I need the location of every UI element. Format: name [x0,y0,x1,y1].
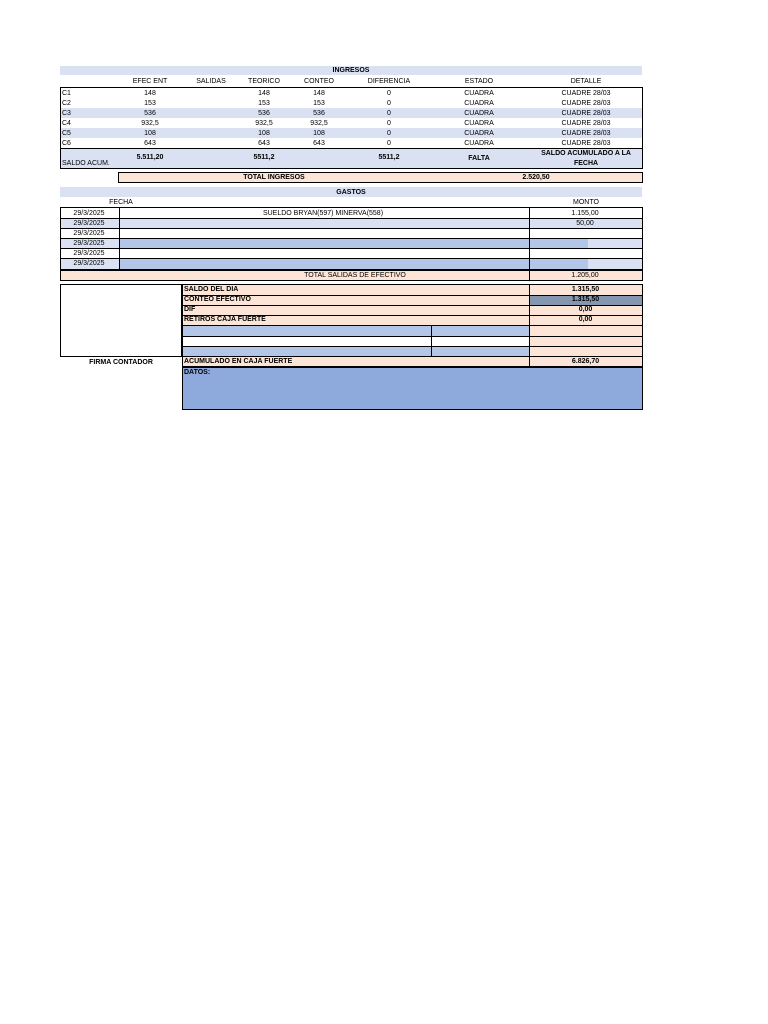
divider [431,326,432,356]
cell-teorico: 932,5 [255,119,273,127]
dif-label: DIF [184,305,196,313]
saldo-acum-label: SALDO ACUM. [62,159,110,167]
gasto-detalle: SUELDO BRYAN(597) MINERVA(558) [262,209,384,217]
row-label: C1 [62,89,71,97]
cell-efec: 108 [144,129,156,137]
firma-box [60,284,182,357]
row-band [530,346,642,356]
cell-detalle: CUADRE 28/03 [561,109,611,117]
cell-detalle: CUADRE 28/03 [561,139,611,147]
cell-efec: 932,5 [141,119,159,127]
cell-salidas [182,88,240,98]
cell-detalle: CUADRE 28/03 [561,89,611,97]
cell-efec: 643 [144,139,156,147]
saldo-acum-detalle-2: FECHA [573,159,599,167]
retiros-label: RETIROS CAJA FUERTE [184,315,266,323]
cell-conteo: 643 [313,139,325,147]
row-band [183,346,529,356]
header-estado: ESTADO [464,78,494,85]
acumulado-value: 6.826,70 [571,358,600,365]
row-label: C5 [62,129,71,137]
cell-diferencia: 0 [387,119,391,127]
cell-conteo: 153 [313,99,325,107]
gasto-monto: 50,00 [576,219,594,227]
cell-estado: CUADRA [464,129,494,137]
gasto-fecha: 29/3/2025 [73,260,105,267]
cell-estado: CUADRA [464,109,494,117]
cell-estado: CUADRA [464,99,494,107]
cell-conteo: 148 [313,89,325,97]
cell-teorico: 153 [258,99,270,107]
cell-detalle: CUADRE 28/03 [561,119,611,127]
row-label: C4 [62,119,71,127]
cell-efec: 153 [144,99,156,107]
gasto-detalle [118,218,528,228]
gasto-detalle [118,238,528,248]
cell-teorico: 643 [258,139,270,147]
divider [183,336,642,337]
cell-diferencia: 0 [387,89,391,97]
row-band [530,336,642,346]
cell-conteo: 932,5 [310,119,328,127]
cell-diferencia: 0 [387,99,391,107]
gasto-detalle [118,258,528,269]
total-ingresos-label: TOTAL INGRESOS [243,174,305,181]
cell-teorico: 108 [258,129,270,137]
gasto-monto [528,248,642,258]
cell-salidas [182,138,240,148]
header-conteo: CONTEO [304,78,334,85]
cell-estado: CUADRA [464,119,494,127]
ingresos-title: INGRESOS [60,66,642,75]
saldo-acum-teorico: 5511,2 [253,153,275,161]
total-salidas-value: 1.205,00 [571,272,599,279]
total-salidas-label: TOTAL SALIDAS DE EFECTIVO [304,272,406,279]
cell-salidas [182,108,240,118]
datos-label: DATOS: [184,369,211,376]
saldo-acum-diferencia: 5511,2 [378,153,400,161]
gasto-detalle [118,228,528,238]
gastos-col-monto: MONTO [573,198,599,206]
saldo-acum-estado: FALTA [468,154,490,162]
cell-diferencia: 0 [387,139,391,147]
cell-estado: CUADRA [464,139,494,147]
cell-conteo: 108 [313,129,325,137]
gasto-detalle [118,248,528,258]
cell-salidas [182,118,240,128]
retiros-value: 0,00 [578,315,593,323]
firma-contador-label: FIRMA CONTADOR [89,358,153,366]
conteo-efectivo-value: 1.315,50 [571,295,600,303]
divider [183,346,642,347]
cell-detalle: CUADRE 28/03 [561,99,611,107]
divider [529,326,530,356]
row-label: C6 [62,139,71,147]
cell-estado: CUADRA [464,89,494,97]
conteo-efectivo-label: CONTEO EFECTIVO [184,295,251,303]
cell-teorico: 536 [258,109,270,117]
cell-diferencia: 0 [387,109,391,117]
gasto-fecha: 29/3/2025 [73,219,105,227]
gasto-monto [528,238,642,248]
total-ingresos-value: 2.520,50 [522,174,550,181]
header-teorico: TEORICO [248,78,280,85]
cell-salidas [182,98,240,108]
row-label: C2 [62,99,71,107]
gasto-monto [528,228,642,238]
gastos-col-fecha: FECHA [109,198,133,206]
saldo-dia-value: 1.315,50 [571,285,600,293]
header-detalle: DETALLE [570,78,602,85]
cell-conteo: 536 [313,109,325,117]
header-efec-ent: EFEC ENT [132,78,168,85]
row-label: C3 [62,109,71,117]
cell-teorico: 148 [258,89,270,97]
gasto-fecha: 29/3/2025 [73,239,105,247]
saldo-acum-detalle-1: SALDO ACUMULADO A LA [541,150,631,157]
dif-value: 0,00 [578,305,593,313]
row-band [530,326,642,336]
gastos-title: GASTOS [60,187,642,197]
saldo-acum-efec: 5.511,20 [136,153,164,161]
cell-efec: 536 [144,109,156,117]
gasto-monto [528,258,642,269]
cell-detalle: CUADRE 28/03 [561,129,611,137]
retiros-grid [182,325,643,357]
gasto-fecha: 29/3/2025 [73,249,105,257]
header-diferencia: DIFERENCIA [367,78,411,85]
acumulado-label: ACUMULADO EN CAJA FUERTE [184,358,293,365]
header-salidas: SALIDAS [196,78,226,85]
cell-efec: 148 [144,89,156,97]
gasto-fecha: 29/3/2025 [73,209,105,217]
cell-diferencia: 0 [387,129,391,137]
gasto-monto: 1.155,00 [571,209,599,217]
saldo-dia-label: SALDO DEL DIA [184,285,239,293]
gasto-fecha: 29/3/2025 [73,229,105,237]
cell-salidas [182,128,240,138]
row-band [183,326,529,336]
